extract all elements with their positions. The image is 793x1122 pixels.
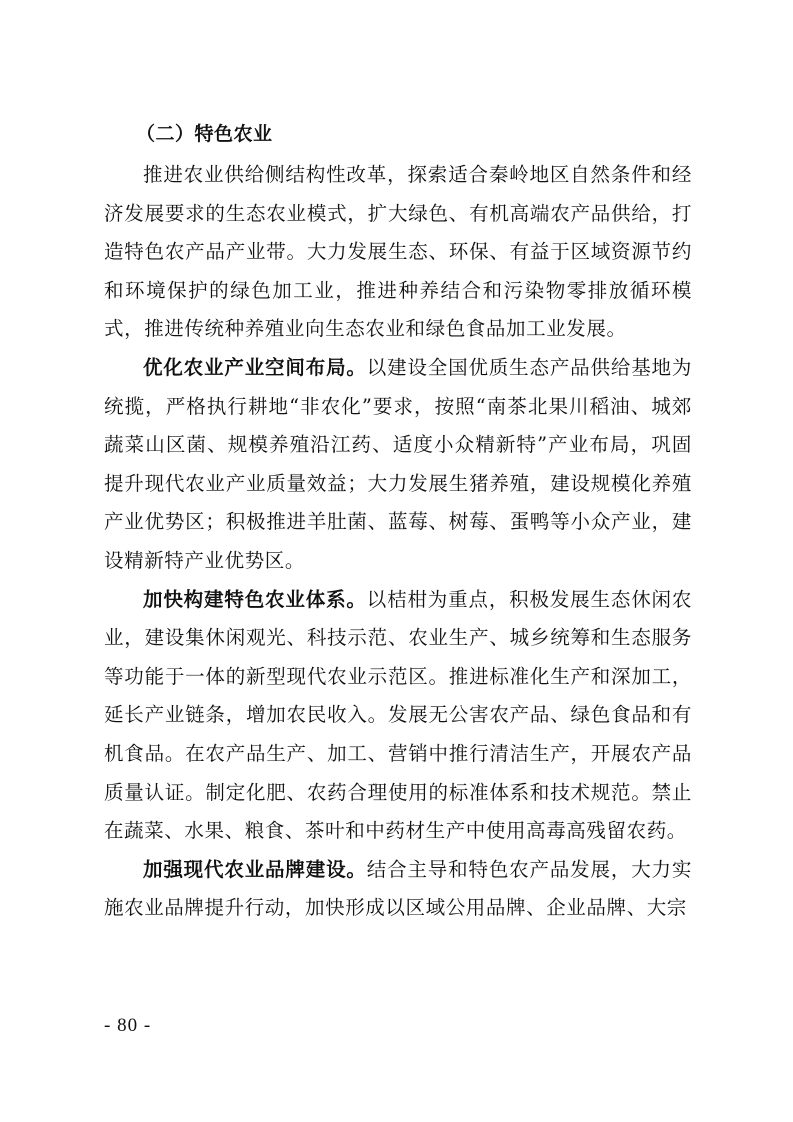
paragraph-text: 结合主导和特色农产品发展，大力实施农业品牌提升行动，加快形成以区域公用品牌、企业品牌、大宗	[104, 857, 692, 920]
paragraph-brand-building	[104, 851, 692, 928]
paragraph-text: 以桔柑为重点，积极发展生态休闲农业，建设集休闲观光、科技示范、农业生产、城乡统筹和生态服务等功能于一体的新型现代农业示范区。推进标准化生产和深加工，延长产业链条，增加农民收入。发展无公害农产品、绿色食品和有机食品。在农产品生产、加工、营销中推行清洁生产，开展农产品质量认证。制定化肥、农药合理使用的标准体系和技术规范。禁止在蔬菜、水果、粮食、茶叶和中药材生产中使用高毒高残留农药。	[104, 587, 692, 843]
paragraph-lead: 加强现代农业品牌建设。	[143, 857, 367, 881]
page-number: - 80 -	[104, 1015, 152, 1036]
document-body	[104, 116, 692, 928]
paragraph-lead: 优化农业产业空间布局。	[143, 355, 367, 379]
paragraph-agriculture-system	[104, 581, 692, 851]
paragraph-text: 推进农业供给侧结构性改革，探索适合秦岭地区自然条件和经济发展要求的生态农业模式，扩大绿色、有机高端农产品供给，打造特色农产品产业带。大力发展生态、环保、有益于区域资源节约和环境保护的绿色加工业，推进种养结合和污染物零排放循环模式，推进传统种养殖业向生态农业和绿色食品加工业发展。	[104, 163, 692, 341]
paragraph-lead: 加快构建特色农业体系。	[143, 587, 367, 611]
paragraph-text: 以建设全国优质生态产品供给基地为统揽，严格执行耕地“非农化”要求，按照“南茶北果川稻油、城郊蔬菜山区菌、规模养殖沿江药、适度小众精新特”产业布局，巩固提升现代农业产业质量效益；大力发展生猪养殖，建设规模化养殖产业优势区；积极推进羊肚菌、蓝莓、树莓、蛋鸭等小众产业，建设精新特产业优势区。	[104, 355, 692, 572]
section-title: （二）特色农业	[136, 123, 273, 145]
paragraph-intro	[104, 156, 692, 349]
paragraph-spatial-layout	[104, 349, 692, 581]
